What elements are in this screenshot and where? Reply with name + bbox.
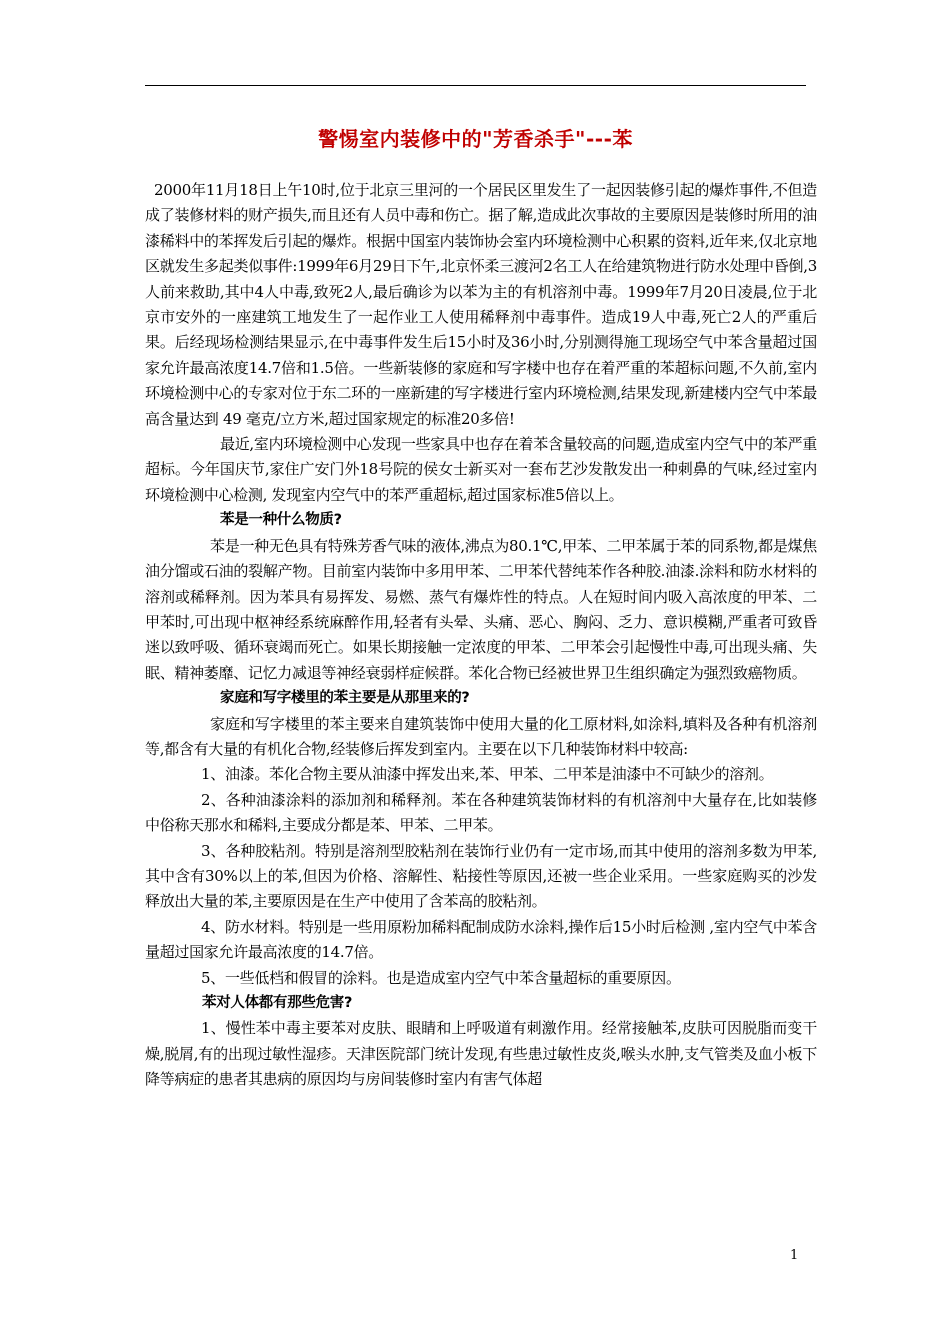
list-item-additives: 2、各种油漆涂料的添加剂和稀释剂。苯在各种建筑装饰材料的有机溶剂中大量存在,比如装修中俗称天那水和稀料,主要成分都是苯、甲苯、二甲苯。 [145, 790, 817, 835]
header-rule [145, 85, 806, 86]
section-heading-benzene-sources: 家庭和写字楼里的苯主要是从那里来的? [220, 690, 470, 707]
document-title: 警惕室内装修中的"芳香杀手"---苯 [318, 127, 633, 151]
list-item-cheap-coatings: 5、一些低档和假冒的涂料。也是造成室内空气中苯含量超标的重要原因。 [201, 968, 681, 987]
page-number: 1 [790, 1248, 799, 1263]
paragraph-incident: 2000年11月18日上午10时,位于北京三里河的一个居民区里发生了一起因装修引起的爆炸事件,不但造成了装修材料的财产损失,而且还有人员中毒和伤亡。据了解,造成此次事故的主要原因是装修时所用的油漆稀料中的苯挥发后引起的爆炸。根据中国室内装饰协会室内环境检测中心积累的资料,近年来,仅北京地区就发生多起类似事件:1999年6月29日下午,北京怀柔三渡河2名工人在给建筑物进行防水处理中昏倒,3人前来救助,其中4人中毒,致死2人,最后确诊为以苯为主的有机溶剂中毒。1999年7月20日凌晨,位于北京市安外的一座建筑工地发生了一起作业工人使用稀释剂中毒事件。造成19人中毒,死亡2人的严重后果。后经现场检测结果显示,在中毒事件发生后15小时及36小时,分别测得施工现场空气中苯含量超过国家允许最高浓度14.7倍和1.5倍。一些新装修的家庭和写字楼中也存在着严重的苯超标问题,不久前,室内环境检测中心的专家对位于东二环的一座新建的写字楼进行室内环境检测,结果发现,新建楼内空气中苯最高含量达到 49 毫克/立方米,超过国家规定的标准20多倍! [145, 181, 817, 428]
list-item-waterproofing: 4、防水材料。特别是一些用原粉加稀料配制成防水涂料,操作后15小时后检测 ,室内空气中苯含量超过国家允许最高浓度的14.7倍。 [145, 917, 817, 962]
document-body [145, 178, 817, 1093]
section-heading-what-is-benzene: 苯是一种什么物质? [220, 512, 342, 529]
paragraph-benzene-description: 苯是一种无色具有特殊芳香气味的液体,沸点为80.1℃,甲苯、二甲苯属于苯的同系物,都是煤焦油分馏或石油的裂解产物。目前室内装饰中多用甲苯、二甲苯代替纯苯作各种胶.油漆.涂料和防水材料的溶剂或稀释剂。因为苯具有易挥发、易燃、蒸气有爆炸性的特点。人在短时间内吸入高浓度的甲苯、二甲苯时,可出现中枢神经系统麻醉作用,轻者有头晕、头痛、恶心、胸闷、乏力、意识模糊,严重者可致昏迷以致呼吸、循环衰竭而死亡。如果长期接触一定浓度的甲苯、二甲苯会引起慢性中毒,可出现头痛、失眠、精神萎靡、记忆力减退等神经衰弱样症候群。苯化合物已经被世界卫生组织确定为强烈致癌物质。 [145, 536, 817, 682]
paragraph-sources: 家庭和写字楼里的苯主要来自建筑装饰中使用大量的化工原材料,如涂料,填料及各种有机溶剂等,都含有大量的有机化合物,经装修后挥发到室内。主要在以下几种装饰材料中较高: [145, 714, 817, 758]
list-item-adhesives: 3、各种胶粘剂。特别是溶剂型胶粘剂在装饰行业仍有一定市场,而其中使用的溶剂多数为甲苯,其中含有30%以上的苯,但因为价格、溶解性、粘接性等原因,还被一些企业采用。一些家庭购买的沙发释放出大量的苯,主要原因是在生产中使用了含苯高的胶粘剂。 [145, 841, 817, 911]
list-item-paint: 1、油漆。苯化合物主要从油漆中挥发出来,苯、甲苯、二甲苯是油漆中不可缺少的溶剂。 [201, 765, 774, 784]
paragraph-furniture: 最近,室内环境检测中心发现一些家具中也存在着苯含量较高的问题,造成室内空气中的苯严重超标。今年国庆节,家住广安门外18号院的侯女士新买对一套布艺沙发散发出一种刺鼻的气味,经过室内环境检测中心检测, 发现室内空气中的苯严重超标,超过国家标准5倍以上。 [145, 435, 817, 504]
section-heading-health-hazards: 苯对人体都有那些危害? [202, 995, 353, 1011]
paragraph-chronic-poisoning: 1、慢性苯中毒主要苯对皮肤、眼睛和上呼吸道有刺激作用。经常接触苯,皮肤可因脱脂而变干燥,脱屑,有的出现过敏性湿疹。天津医院部门统计发现,有些患过敏性皮炎,喉头水肿,支气管类及血小板下降等病症的患者其患病的原因均与房间装修时室内有害气体超 [145, 1019, 817, 1089]
